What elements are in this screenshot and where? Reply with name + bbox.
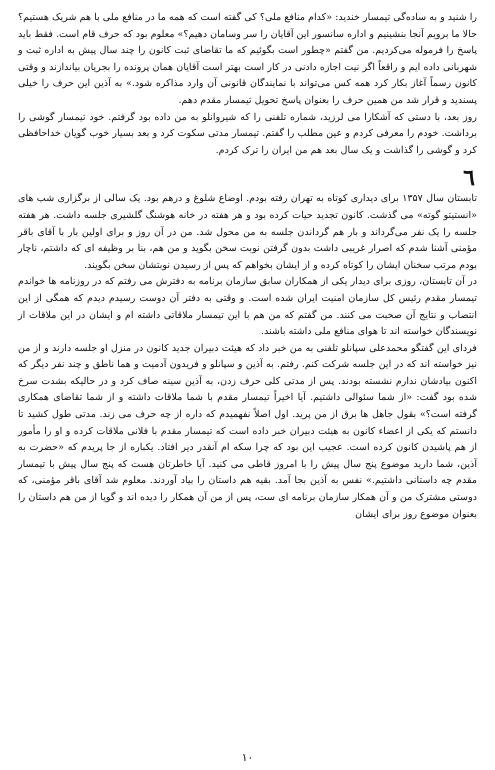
section-one <box>18 10 477 159</box>
body-paragraph: تابستان سال ۱۳۵۷ برای دیداری کوتاه به تهران رفته بودم. اوضاع شلوغ و درهم بود. یک سالی از برگزاری شب های «انستیتو گوته» می گذشت. کانون تجدید حیات کرده بود و هر هفته در خانه هوشنگ گلشیری جلسه داشت. هر هفته جلسه را یک نفر می‌گرداند و بار هم گرداندن جلسه به من محول شد. من در آن روز و برای اولین بار با آقای باقر مؤمنی آشنا شدم که اصرار غریبی داشت بدون گرفتن نوبت سخن بگوید و من هم، بنا بر وظیفه ای که داشتم، ناچار بودم مرتب سخنان ایشان را کوتاه کرده و از ایشان بخواهم که پس از رسیدن نوبتشان سخن بگویند. <box>18 193 477 271</box>
body-paragraph: را شنید و به ساده‌گی تیمسار خندید: «کدام منافع ملی؟ کی گفته است که همه ما در منافع ملی با هم شریک هستیم؟ حالا ما برویم آنجا بنشینیم و اداره سانسور این آقایان را سر وسامان دهیم؟» معلوم بود که حرف قام است. فقط باید پاسخ را فرموله می‌کردیم. من گفتم «چطور است بگوئیم که ما تقاضای ثبت کانون را چند سال پیش به اداره ثبت و شهربانی داده ایم و راقعاً اگر نیت اجازه دادنی در کار است بهتر است آقایان همان پرونده را بجریان بیاندازند و وقتی کانون رسماً آغاز بکار کرد همه کس می‌تواند با نمایندگان قانونی آن وارد مذاکره شود.» به آذین این حرف را خیلی پسندید و قرار شد من همین حرف را بعنوان پاسخ تحویل تیمسار مقدم دهم. <box>18 12 477 106</box>
page-number: ۱۰ <box>241 751 254 764</box>
section-number: ٦ <box>463 165 475 192</box>
body-paragraph: در آن تابستان، روزی برای دیدار یکی از همکاران سابق سازمان برنامه به دفترش می رفتم که در روزنامه ها خواندم تیمسار مقدم رئیس کل سازمان امنیت ایران شده است. و وقتی به دفتر آن دوست رسیدم دیدم که همگی از این انتصاب و نتایج آن صحبت می کنند. من گفتم که من هم با این تیمسار ملاقاتی داشته ام و ایشان در این ملاقات از نویسندگان خواسته اند تا هوای منافع ملی داشته باشند. <box>18 276 477 338</box>
section-two <box>18 191 477 523</box>
body-paragraph: روز بعد، با دستی که آشکارا می لرزید، شماره تلفنی را که شیروانلو به من داده بود گرفتم. خود تیمسار گوشی را برداشت. خودم را معرفی کردم و عین مطلب را گفتم. تیمسار مدتی سکوت کرد و بعد بسیار خوب گویان خداحافظی کرد و گوشی را گذاشت و یک سال بعد هم من ایران را ترک کردم. <box>18 111 477 156</box>
body-paragraph: فردای این گفتگو محمدعلی سپانلو تلفنی به من خبر داد که هیئت دبیران جدید کانون در منزل او جلسه دارند و از من نیز خواسته اند که در این جلسه شرکت کنم. رفتم. به آذین و سپانلو و فریدون آدمیت و هما ناطق و چند نفر دیگر که اکنون بیادشان ندارم نشسته بودند. پس از مدتی کلی حرف زدن، به آذین سینه صاف کرد و در حالیکه بشدت سرخ شده بود گفت: «از شما سئوالی داشتیم. آیا اخیراً تیمسار مقدم با شما ملاقات داشته و از شما تقاضای همکاری گرفته است؟» بقول جاهل ها برق از من پرید. اول اصلاً نفهمیدم که داره از چه حرف می زند. مدتی طول کشید تا دانستم که یکی از اعضاء کانون به هیئت دبیران خبر داده است که تیمسار مقدم با فلانی ملاقات کرده و او را مأمور از هم پاشیدن کانون کرده است. عجیب این بود که چرا سکه ام آنقدر دیر افتاد. یکباره از جا پریدم که «حضرت به آذین، شما دارید موضوع پنج سال پیش را با امروز قاطی می کنید. آیا خاطرتان هست که پنج سال پیش با تیمسار مقدم چه داستانی داشتیم.» نفس به آذین بجا آمد. بقیه هم داستان را بیاد آوردند. معلوم شد آقای باقر مؤمنی، که دوستی مشترک من و آن همکار سازمان برنامه ای ست، پس از من آن همکار را دیده اند و گویا از من هم داستان را بعنوان موضوع روز برای ایشان <box>18 342 477 520</box>
